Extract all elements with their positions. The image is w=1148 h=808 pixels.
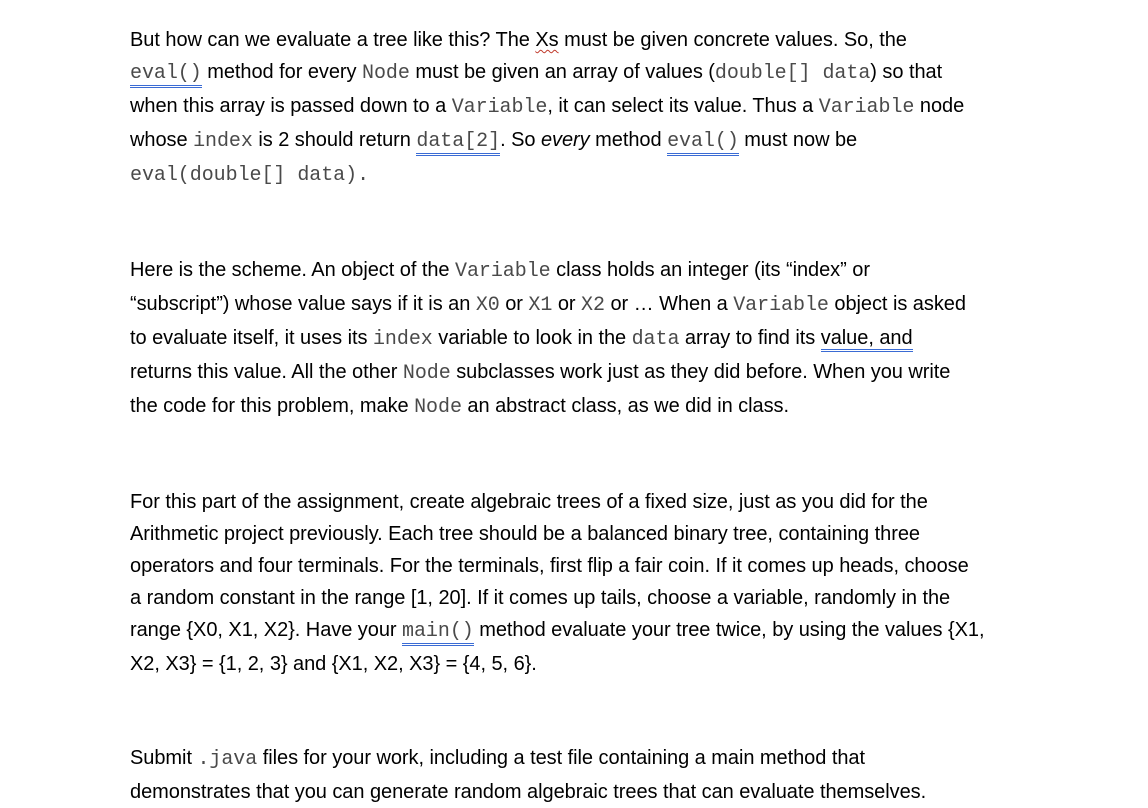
text: or bbox=[552, 293, 582, 315]
text: is 2 should return bbox=[252, 129, 417, 151]
text: or … When a bbox=[604, 293, 734, 315]
code-double-data: double[] data bbox=[714, 62, 871, 85]
text: when this array is passed down to a bbox=[130, 95, 452, 117]
code-node: Node bbox=[402, 362, 451, 385]
text: But how can we evaluate a tree like this? The bbox=[130, 29, 536, 51]
paragraph-scheme bbox=[130, 254, 1130, 424]
code-node: Node bbox=[362, 62, 410, 85]
code-eval: eval() bbox=[667, 130, 739, 156]
text: class holds an integer (its “index” or bbox=[550, 259, 870, 281]
text: array to find its bbox=[679, 327, 821, 349]
text: to evaluate itself, it uses its bbox=[130, 327, 373, 349]
text-every: every bbox=[540, 129, 590, 151]
code-node: Node bbox=[414, 396, 462, 419]
text: . So bbox=[500, 129, 541, 151]
text: operators and four terminals. For the terminals, first flip a fair coin. If it comes up heads, choose bbox=[130, 555, 969, 577]
paragraph-assignment bbox=[130, 486, 1130, 680]
text: whose bbox=[130, 129, 194, 151]
code-data: data bbox=[631, 328, 680, 351]
code-x1: X1 bbox=[528, 294, 553, 317]
text: object is asked bbox=[828, 293, 966, 315]
code-index: index bbox=[193, 130, 253, 153]
code-eval-signature: eval(double[] data). bbox=[130, 164, 370, 187]
text: method for every bbox=[201, 61, 363, 83]
text: “subscript”) whose value says if it is an bbox=[130, 293, 476, 315]
text-xs: Xs bbox=[535, 29, 559, 51]
text: method evaluate your tree twice, by using the values {X1, bbox=[473, 619, 985, 641]
text: files for your work, including a test file containing a main method that bbox=[257, 747, 865, 769]
code-variable: Variable bbox=[818, 96, 915, 119]
text: must be given an array of values ( bbox=[409, 61, 715, 83]
text: returns this value. All the other bbox=[130, 361, 403, 383]
text: ) so that bbox=[870, 61, 943, 83]
code-data-2: data[2] bbox=[416, 130, 500, 156]
code-index: index bbox=[372, 328, 433, 351]
text: Here is the scheme. An object of the bbox=[130, 259, 455, 281]
code-variable: Variable bbox=[733, 294, 829, 317]
text: must now be bbox=[738, 129, 858, 151]
text: Submit bbox=[130, 747, 198, 769]
code-variable: Variable bbox=[455, 260, 551, 283]
paragraph-evaluation bbox=[130, 24, 1130, 192]
paragraph-submit bbox=[130, 742, 1130, 808]
text: For this part of the assignment, create algebraic trees of a fixed size, just as you did for the bbox=[130, 491, 928, 513]
text: an abstract class, as we did in class. bbox=[461, 395, 789, 417]
code-main: main() bbox=[402, 620, 474, 646]
text: range {X0, X1, X2}. Have your bbox=[130, 619, 403, 641]
code-x0: X0 bbox=[475, 294, 500, 317]
text: X2, X3} = {1, 2, 3} and {X1, X2, X3} = {4, 5, 6}. bbox=[130, 653, 537, 675]
text: a random constant in the range [1, 20]. If it comes up tails, choose a variable, randomly in the bbox=[130, 587, 951, 609]
code-eval: eval() bbox=[130, 62, 202, 88]
text: variable to look in the bbox=[432, 327, 632, 349]
text: or bbox=[499, 293, 529, 315]
text: demonstrates that you can generate random algebraic trees that can evaluate themselves. bbox=[130, 781, 927, 803]
text: method bbox=[589, 129, 668, 151]
text-value-and: value, and bbox=[821, 327, 913, 352]
text: node bbox=[914, 95, 965, 117]
code-x2: X2 bbox=[581, 294, 605, 317]
text: must be given concrete values. So, the bbox=[558, 29, 907, 51]
text: Arithmetic project previously. Each tree should be a balanced binary tree, containing three bbox=[130, 523, 920, 545]
code-java: .java bbox=[197, 748, 258, 771]
text: the code for this problem, make bbox=[130, 395, 415, 417]
text: , it can select its value. Thus a bbox=[547, 95, 819, 117]
text: subclasses work just as they did before. When you write bbox=[450, 361, 951, 383]
code-variable: Variable bbox=[451, 96, 548, 119]
